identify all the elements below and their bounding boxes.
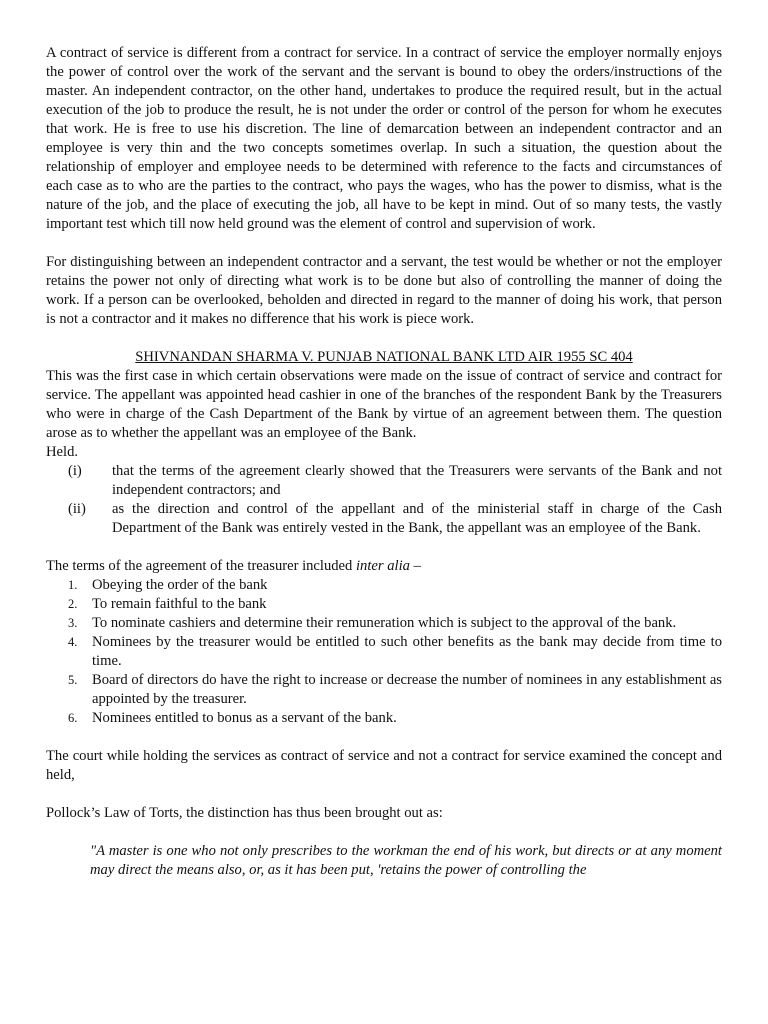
list-item <box>46 709 722 728</box>
list-item-text: To nominate cashiers and determine their remuneration which is subject to the approval of the bank. <box>92 615 677 631</box>
case-title: SHIVNANDAN SHARMA V. PUNJAB NATIONAL BANK LTD AIR 1955 SC 404 <box>135 349 633 365</box>
list-item-text: To remain faithful to the bank <box>92 596 267 612</box>
list-item-number: 5. <box>68 673 78 687</box>
held-item <box>46 462 722 500</box>
list-item <box>46 671 722 709</box>
held-item <box>46 500 722 538</box>
test-paragraph: For distinguishing between an independent contractor and a servant, the test would be whether or not the employer retains the power not only of directing what work is to be done but also of controlling the manner of doing the work. If a person can be overlooked, beholden and directed in regard to the manner of doing his work, that person is not a contractor and it makes no difference that his work is piece work. <box>46 254 722 327</box>
list-item-text: Nominees entitled to bonus as a servant of the bank. <box>92 710 397 726</box>
list-item-number: 2. <box>68 597 78 611</box>
held-item-label: (i) <box>68 463 82 479</box>
held-item-text: as the direction and control of the appellant and of the ministerial staff in charge of the Cash Department of the Bank was entirely vested in the Bank, the appellant was an employee of the Bank. <box>112 501 722 536</box>
held-item-label: (ii) <box>68 501 86 517</box>
quote-paragraph: "A master is one who not only prescribes to the workman the end of his work, but directs or at any moment may direct the means also, or, as it has been put, 'retains the power of controlling the <box>90 843 722 878</box>
terms-intro <box>46 557 722 576</box>
held-item-text: that the terms of the agreement clearly showed that the Treasurers were servants of the Bank and not independent contractors; and <box>112 463 722 498</box>
list-item-text: Board of directors do have the right to increase or decrease the number of nominees in any establishment as appointed by the treasurer. <box>92 672 722 707</box>
list-item <box>46 595 722 614</box>
list-item-number: 1. <box>68 578 78 592</box>
list-item-number: 4. <box>68 635 78 649</box>
list-item <box>46 633 722 671</box>
court-paragraph: The court while holding the services as contract of service and not a contract for service examined the concept and held, <box>46 748 722 783</box>
case-paragraph: This was the first case in which certain observations were made on the issue of contract of service and contract for service. The appellant was appointed head cashier in one of the branches of the respondent Bank by the Treasurers who were in charge of the Cash Department of the Bank by virtue of an agreement between them. The question arose as to whether the appellant was an employee of the Bank. <box>46 368 722 441</box>
pollock-paragraph: Pollock’s Law of Torts, the distinction has thus been brought out as: <box>46 805 443 821</box>
list-item-number: 6. <box>68 711 78 725</box>
held-label: Held. <box>46 444 79 460</box>
list-item-number: 3. <box>68 616 78 630</box>
list-item-text: Nominees by the treasurer would be entitled to such other benefits as the bank may decide from time to time. <box>92 634 722 669</box>
terms-intro-text: The terms of the agreement of the treasurer included <box>46 558 353 574</box>
list-item-text: Obeying the order of the bank <box>92 577 268 593</box>
terms-list <box>46 576 722 728</box>
intro-paragraph: A contract of service is different from a contract for service. In a contract of service the employer normally enjoys the power of control over the work of the servant and the servant is bound to obey the orders/instructions of the master. An independent contractor, on the other hand, undertakes to produce the required result, but in the actual execution of the job to produce the result, he is not under the order or control of the person for whom he executes that work. He is free to use his discretion. The line of demarcation between an independent contractor and an employee is very thin and the two concepts sometimes overlap. In such a situation, the question about the relationship of employer and employee needs to be determined with reference to the facts and circumstances of each case as to who are the parties to the contract, who pays the wages, who has the power to dismiss, what is the nature of the job, and the place of executing the job, all have to be kept in mind. Out of so many tests, the vastly important test which till now held ground was the element of control and supervision of work. <box>46 45 722 232</box>
list-item <box>46 614 722 633</box>
terms-intro-italic: inter alia <box>356 558 410 574</box>
list-item <box>46 576 722 595</box>
terms-intro-tail: – <box>409 558 421 574</box>
